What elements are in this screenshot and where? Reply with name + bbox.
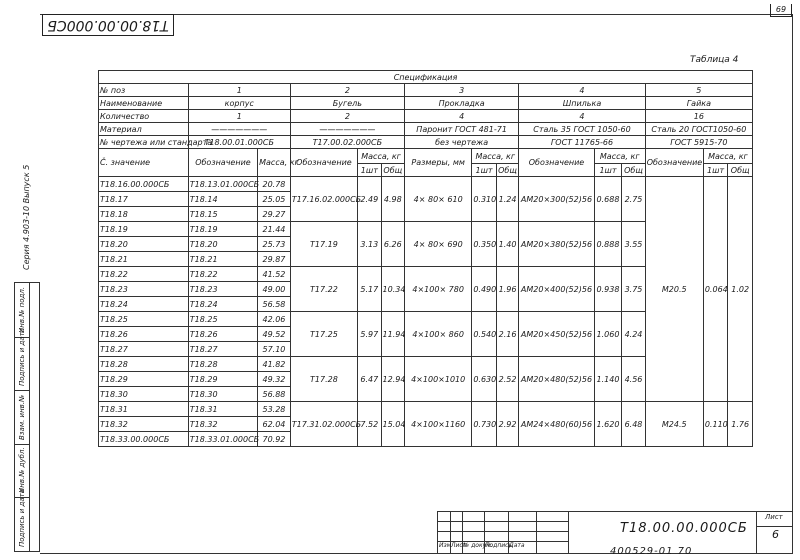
cell-body-mass: 49.52 bbox=[258, 327, 291, 342]
cell-s2: 2.75 bbox=[622, 177, 645, 222]
sub-total: Общ bbox=[622, 164, 645, 177]
table-row bbox=[99, 110, 753, 123]
sub-cond: Č. значение bbox=[99, 149, 189, 177]
cell-body-mass: 29.87 bbox=[258, 252, 291, 267]
cell-bugel: Т17.16.02.000СБ bbox=[290, 177, 357, 222]
cell-code: Т18.26 bbox=[99, 327, 189, 342]
cell-stud: АМ20×480(52)56 bbox=[519, 357, 594, 402]
cell-bugel: Т17.22 bbox=[290, 267, 357, 312]
cell-gasket: 4×100×1010 bbox=[405, 357, 472, 402]
title-block-line bbox=[568, 512, 569, 553]
cell-code: Т18.18 bbox=[99, 207, 189, 222]
sidebar-label: Подпись и дата bbox=[18, 328, 26, 387]
cell-body-mass: 41.52 bbox=[258, 267, 291, 282]
sidebar-divider bbox=[15, 390, 29, 391]
col-2-qty: 2 bbox=[290, 110, 404, 123]
cell-b1: 3.13 bbox=[358, 222, 381, 267]
stamp-designation: T18.00.00.000СБ bbox=[42, 14, 174, 36]
cell-body-designation: Т18.22 bbox=[188, 267, 257, 282]
col-2-material: ——————— bbox=[290, 123, 404, 136]
sub-total: Общ bbox=[498, 165, 517, 175]
cell-body-designation: Т18.31 bbox=[188, 402, 257, 417]
sub-mass-2: Масса, кг bbox=[358, 149, 405, 164]
sub-sizes: Размеры, мм bbox=[405, 149, 472, 177]
cell-b1: 7.52 bbox=[358, 402, 381, 447]
cell-b1: 2.49 bbox=[358, 177, 381, 222]
col-5-qty: 16 bbox=[645, 110, 752, 123]
sub-total: Общ bbox=[728, 164, 753, 177]
table-row bbox=[99, 71, 753, 84]
sub-mass-1: Масса, кг bbox=[258, 149, 291, 177]
cell-body-mass: 57.10 bbox=[258, 342, 291, 357]
title-block-line bbox=[438, 531, 568, 532]
sidebar-divider bbox=[15, 497, 29, 498]
cell-s1: 0.888 bbox=[594, 222, 622, 267]
cell-body-mass: 42.06 bbox=[258, 312, 291, 327]
sub-mass-3: Масса, кг bbox=[472, 149, 519, 164]
cell-body-designation: Т18.32 bbox=[188, 417, 257, 432]
table-row bbox=[99, 97, 753, 110]
cell-stud: АМ20×380(52)56 bbox=[519, 222, 594, 267]
row-header-name: Наименование bbox=[99, 97, 189, 110]
cell-g2: 2.92 bbox=[496, 402, 518, 447]
col-5-drawing: ГОСТ 5915-70 bbox=[645, 136, 752, 149]
cell-body-designation: Т18.20 bbox=[188, 237, 257, 252]
cell-code: Т18.30 bbox=[99, 387, 189, 402]
cell-body-mass: 49.32 bbox=[258, 372, 291, 387]
cell-body-mass: 41.82 bbox=[258, 357, 291, 372]
cell-bugel: Т17.19 bbox=[290, 222, 357, 267]
cell-bugel: Т17.28 bbox=[290, 357, 357, 402]
col-1-material: ——————— bbox=[188, 123, 290, 136]
cell-body-mass: 56.88 bbox=[258, 387, 291, 402]
cell-b1: 6.47 bbox=[358, 357, 381, 402]
col-5-material: Сталь 20 ГОСТ1050-60 bbox=[645, 123, 752, 136]
title-block-line bbox=[756, 526, 793, 527]
cell-body-designation: Т18.21 bbox=[188, 252, 257, 267]
col-3-material: Паронит ГОСТ 481-71 bbox=[405, 123, 519, 136]
cell-b2: 4.98 bbox=[381, 177, 404, 222]
col-5-pos: 5 bbox=[645, 84, 752, 97]
title-block-col-label: Изм bbox=[439, 542, 452, 549]
cell-body-mass: 53.28 bbox=[258, 402, 291, 417]
cell-g2: 1.24 bbox=[496, 177, 518, 222]
sub-designation-5: Обозначение bbox=[645, 149, 703, 177]
sub-one: 1шт bbox=[703, 164, 727, 177]
table-row bbox=[99, 84, 753, 97]
cell-code: Т18.31 bbox=[99, 402, 189, 417]
cell-g1: 0.350 bbox=[472, 222, 496, 267]
cell-code: Т18.32 bbox=[99, 417, 189, 432]
cell-b2: 12.94 bbox=[381, 357, 404, 402]
table-row bbox=[99, 402, 753, 417]
sub-total: Общ bbox=[381, 164, 404, 177]
cell-body-mass: 56.58 bbox=[258, 297, 291, 312]
col-2-drawing: Т17.00.02.000СБ bbox=[290, 136, 404, 149]
approval-sidebar-values bbox=[29, 282, 40, 552]
row-header-pos: № поз bbox=[99, 84, 189, 97]
sub-mass-5: Масса, кг bbox=[703, 149, 752, 164]
cell-code: Т18.21 bbox=[99, 252, 189, 267]
table-label: Таблица 4 bbox=[690, 55, 739, 65]
cell-gasket: 4× 80× 690 bbox=[405, 222, 472, 267]
cell-s1: 1.620 bbox=[594, 402, 622, 447]
title-block-col-label: № докум. bbox=[463, 542, 493, 549]
cell-nut-m1: 0.064 bbox=[703, 177, 727, 402]
cell-body-mass: 21.44 bbox=[258, 222, 291, 237]
cell-g2: 2.52 bbox=[496, 357, 518, 402]
cell-gasket: 4×100× 780 bbox=[405, 267, 472, 312]
col-3-qty: 4 bbox=[405, 110, 519, 123]
cell-code: Т18.27 bbox=[99, 342, 189, 357]
cell-body-designation: Т18.25 bbox=[188, 312, 257, 327]
cell-stud: АМ24×480(60)56 bbox=[519, 402, 594, 447]
sidebar-divider bbox=[15, 444, 29, 445]
sub-mass-4: Масса, кг bbox=[594, 149, 645, 164]
page-number: 69 bbox=[770, 4, 792, 17]
sub-one: 1шт bbox=[594, 164, 622, 177]
cell-body-designation: Т18.15 bbox=[188, 207, 257, 222]
cell-b2: 6.26 bbox=[381, 222, 404, 267]
cell-nut-m1: 0.110 bbox=[703, 402, 727, 447]
cell-s1: 1.140 bbox=[594, 357, 622, 402]
archive-number: 400529-01 70 bbox=[610, 546, 693, 557]
row-header-qty: Количество bbox=[99, 110, 189, 123]
col-1-qty: 1 bbox=[188, 110, 290, 123]
cell-code: Т18.24 bbox=[99, 297, 189, 312]
sheet-label: Лист bbox=[765, 513, 783, 521]
cell-s1: 0.938 bbox=[594, 267, 622, 312]
cell-body-mass: 20.78 bbox=[258, 177, 291, 192]
sub-one: 1шт bbox=[472, 164, 496, 177]
cell-code: Т18.17 bbox=[99, 192, 189, 207]
specification-table bbox=[98, 70, 753, 447]
sidebar-label: Взам. инв.№ bbox=[18, 394, 26, 440]
table-row bbox=[99, 149, 753, 164]
cell-bugel: Т17.31.02.000СБ bbox=[290, 402, 357, 447]
row-header-material: Материал bbox=[99, 123, 189, 136]
cell-body-designation: Т18.26 bbox=[188, 327, 257, 342]
cell-s2: 3.55 bbox=[622, 222, 645, 267]
sidebar-label: Инв.№ подл. bbox=[18, 286, 26, 333]
cell-body-designation: Т18.30 bbox=[188, 387, 257, 402]
cell-s2: 4.24 bbox=[622, 312, 645, 357]
col-1-pos: 1 bbox=[188, 84, 290, 97]
cell-body-designation: Т18.33.01.000СБ bbox=[188, 432, 257, 447]
col-4-material: Сталь 35 ГОСТ 1050-60 bbox=[519, 123, 645, 136]
series-label: Серия 4.903-10 Выпуск 5 bbox=[22, 164, 31, 270]
cell-gasket: 4×100×1160 bbox=[405, 402, 472, 447]
cell-bugel: Т17.25 bbox=[290, 312, 357, 357]
title-block-col-label: Подпись bbox=[485, 542, 512, 549]
cell-code: Т18.19 bbox=[99, 222, 189, 237]
cell-nut-m2: 1.02 bbox=[728, 177, 753, 402]
cell-body-designation: Т18.24 bbox=[188, 297, 257, 312]
sub-designation-4: Обозначение bbox=[519, 149, 594, 177]
sub-one: 1шт bbox=[358, 164, 381, 177]
cell-body-designation: Т18.23 bbox=[188, 282, 257, 297]
cell-code: Т18.25 bbox=[99, 312, 189, 327]
sheet-number: 6 bbox=[772, 528, 779, 541]
spec-title: Спецификация bbox=[99, 71, 753, 84]
cell-b1: 5.97 bbox=[358, 312, 381, 357]
cell-g2: 1.40 bbox=[496, 222, 518, 267]
cell-code: Т18.22 bbox=[99, 267, 189, 282]
sidebar-label: Подпись и дата bbox=[18, 489, 26, 547]
col-4-pos: 4 bbox=[519, 84, 645, 97]
cell-nut-m2: 1.76 bbox=[728, 402, 753, 447]
cell-nut-des: М20.5 bbox=[645, 177, 703, 402]
title-block-col-label: Дата bbox=[509, 542, 525, 549]
table-row bbox=[99, 123, 753, 136]
cell-stud: АМ20×300(52)56 bbox=[519, 177, 594, 222]
cell-code: Т18.33.00.000СБ bbox=[99, 432, 189, 447]
cell-code: Т18.29 bbox=[99, 372, 189, 387]
document-designation: Т18.00.00.000СБ bbox=[620, 521, 748, 536]
col-2-pos: 2 bbox=[290, 84, 404, 97]
row-header-drawing: № чертежа или стандарта bbox=[100, 137, 213, 147]
cell-body-designation: Т18.28 bbox=[188, 357, 257, 372]
cell-nut-des: М24.5 bbox=[645, 402, 703, 447]
cell-body-mass: 25.05 bbox=[258, 192, 291, 207]
cell-g2: 1.96 bbox=[496, 267, 518, 312]
cell-body-designation: Т18.29 bbox=[188, 372, 257, 387]
cell-g1: 0.490 bbox=[472, 267, 496, 312]
cell-body-mass: 70.92 bbox=[258, 432, 291, 447]
col-4-drawing: ГОСТ 11765-66 bbox=[519, 136, 645, 149]
cell-b1: 5.17 bbox=[358, 267, 381, 312]
col-3-pos: 3 bbox=[405, 84, 519, 97]
col-1-name: корпус bbox=[188, 97, 290, 110]
sub-designation-2: Обозначение bbox=[290, 149, 357, 177]
cell-body-designation: Т18.14 bbox=[188, 192, 257, 207]
cell-body-mass: 62.04 bbox=[258, 417, 291, 432]
table-row bbox=[99, 177, 753, 192]
title-block-line bbox=[438, 521, 568, 522]
cell-body-designation: Т18.19 bbox=[188, 222, 257, 237]
cell-g1: 0.730 bbox=[472, 402, 496, 447]
cell-g1: 0.540 bbox=[472, 312, 496, 357]
title-block-line bbox=[756, 512, 757, 553]
col-3-name: Прокладка bbox=[405, 97, 519, 110]
col-3-drawing: без чертежа bbox=[405, 136, 519, 149]
sidebar-label: Инв.№ дубл. bbox=[18, 447, 26, 494]
cell-gasket: 4×100× 860 bbox=[405, 312, 472, 357]
cell-body-mass: 29.27 bbox=[258, 207, 291, 222]
cell-g1: 0.310 bbox=[472, 177, 496, 222]
cell-s2: 4.56 bbox=[622, 357, 645, 402]
cell-g2: 2.16 bbox=[496, 312, 518, 357]
cell-code: Т18.23 bbox=[99, 282, 189, 297]
cell-stud: АМ20×400(52)56 bbox=[519, 267, 594, 312]
cell-b2: 15.04 bbox=[381, 402, 404, 447]
cell-stud: АМ20×450(52)56 bbox=[519, 312, 594, 357]
col-2-name: Бугель bbox=[290, 97, 404, 110]
cell-s1: 1.060 bbox=[594, 312, 622, 357]
sub-designation-1: Обозначение bbox=[188, 149, 257, 177]
cell-body-designation: Т18.27 bbox=[188, 342, 257, 357]
cell-code: Т18.16.00.000СБ bbox=[99, 177, 189, 192]
cell-code: Т18.28 bbox=[99, 357, 189, 372]
cell-s2: 6.48 bbox=[622, 402, 645, 447]
cell-b2: 11.94 bbox=[381, 312, 404, 357]
col-4-qty: 4 bbox=[519, 110, 645, 123]
cell-code: Т18.20 bbox=[99, 237, 189, 252]
cell-body-mass: 25.73 bbox=[258, 237, 291, 252]
cell-gasket: 4× 80× 610 bbox=[405, 177, 472, 222]
cell-body-mass: 49.00 bbox=[258, 282, 291, 297]
cell-s1: 0.688 bbox=[594, 177, 622, 222]
approval-sidebar bbox=[14, 282, 30, 552]
cell-body-designation: Т18.13.01.000СБ bbox=[188, 177, 257, 192]
cell-s2: 3.75 bbox=[622, 267, 645, 312]
col-4-name: Шпилька bbox=[519, 97, 645, 110]
col-5-name: Гайка bbox=[645, 97, 752, 110]
title-block-col-label: Лист bbox=[451, 542, 467, 549]
cell-b2: 10.34 bbox=[381, 267, 404, 312]
table-row bbox=[99, 136, 753, 149]
col-1-drawing: Т18.00.01.000СБ bbox=[188, 136, 290, 149]
cell-g1: 0.630 bbox=[472, 357, 496, 402]
title-block-line bbox=[536, 512, 537, 553]
